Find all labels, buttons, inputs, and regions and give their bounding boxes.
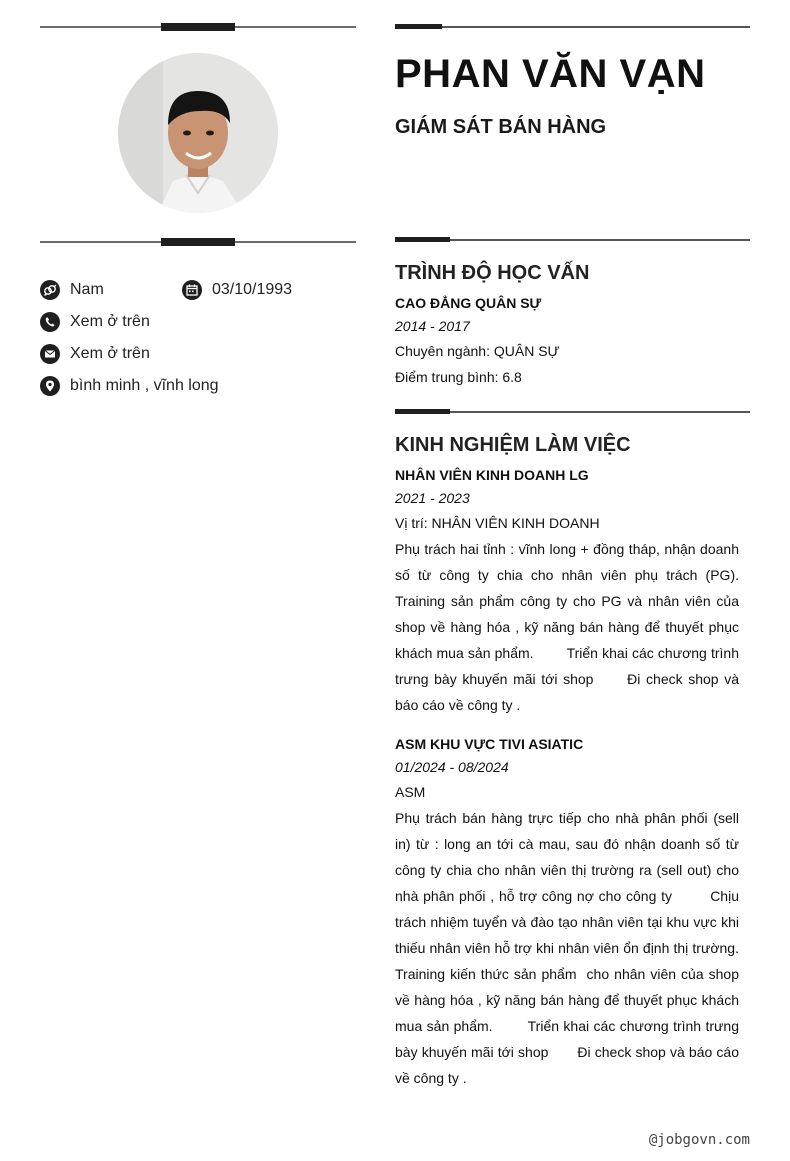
experience-heading: KINH NGHIỆM LÀM VIỆC	[395, 434, 631, 456]
job-position: ASM	[395, 784, 426, 800]
phone-text: Xem ở trên	[70, 313, 150, 330]
candidate-name: PHAN VĂN VẠN	[395, 52, 706, 96]
info-address	[40, 376, 219, 396]
info-birthday	[182, 280, 292, 300]
education-heading: TRÌNH ĐỘ HỌC VẤN	[395, 262, 590, 284]
left-bottom-divider	[40, 241, 356, 243]
job-period: 01/2024 - 08/2024	[395, 759, 509, 775]
education-school: CAO ĐẲNG QUÂN SỰ	[395, 295, 542, 311]
mail-icon	[40, 344, 60, 364]
info-gender	[40, 280, 104, 300]
info-email	[40, 344, 150, 364]
left-top-divider	[40, 26, 356, 28]
job-period: 2021 - 2023	[395, 490, 470, 506]
calendar-icon	[182, 280, 202, 300]
birthday-text: 03/10/1993	[212, 281, 293, 298]
address-text: bình minh , vĩnh long	[70, 377, 219, 394]
footer-brand: @jobgovn.com	[648, 1132, 750, 1148]
right-top-divider	[395, 26, 750, 28]
job-company: ASM KHU VỰC TIVI ASIATIC	[395, 736, 584, 752]
gender-icon	[40, 280, 60, 300]
education-gpa: Điểm trung bình: 6.8	[395, 369, 522, 385]
info-phone	[40, 312, 150, 332]
job-company: NHÂN VIÊN KINH DOANH LG	[395, 467, 589, 483]
education-divider	[395, 239, 750, 241]
education-period: 2014 - 2017	[395, 318, 470, 334]
avatar	[118, 53, 278, 213]
experience-divider	[395, 411, 750, 413]
candidate-title: GIÁM SÁT BÁN HÀNG	[395, 116, 607, 138]
email-text: Xem ở trên	[70, 345, 150, 362]
education-major: Chuyên ngành: QUÂN SỰ	[395, 343, 560, 359]
location-pin-icon	[40, 376, 60, 396]
gender-text: Nam	[70, 281, 104, 298]
job-description: Phụ trách hai tỉnh : vĩnh long + đồng tháp, nhận doanh số từ công ty chia cho nhân viên phụ trách (PG). Training sản phẩm công ty cho PG và nhân viên của shop về hàng hóa , kỹ năng bán hàng để thuyết phục khách mua sản phẩm. Triển khai các chương trình trưng bày khuyến mãi tới shop Đi check shop và báo cáo về công ty .	[395, 541, 751, 713]
job-position: Vị trí: NHÂN VIÊN KINH DOANH	[395, 515, 600, 531]
job-description: Phụ trách bán hàng trực tiếp cho nhà phân phối (sell in) từ : long an tới cà mau, sau đó nhận doanh số từ công ty chia cho nhân viên thị trường ra (sell out) cho nhà phân phối , hỗ trợ công nợ cho công ty Chịu trách nhiệm tuyển và đào tạo nhân viên tại khu vực khi thiếu nhân viên hỗ trợ khi nhân viên ổn định thị trường. Training kiến thức sản phẩm cho nhân viên của shop về hàng hóa , kỹ năng bán hàng để thuyết phục khách mua sản phẩm. Triển khai các chương trình trưng bày khuyến mãi tới shop Đi check shop và báo cáo về công ty .	[395, 810, 751, 1086]
phone-icon	[40, 312, 60, 332]
